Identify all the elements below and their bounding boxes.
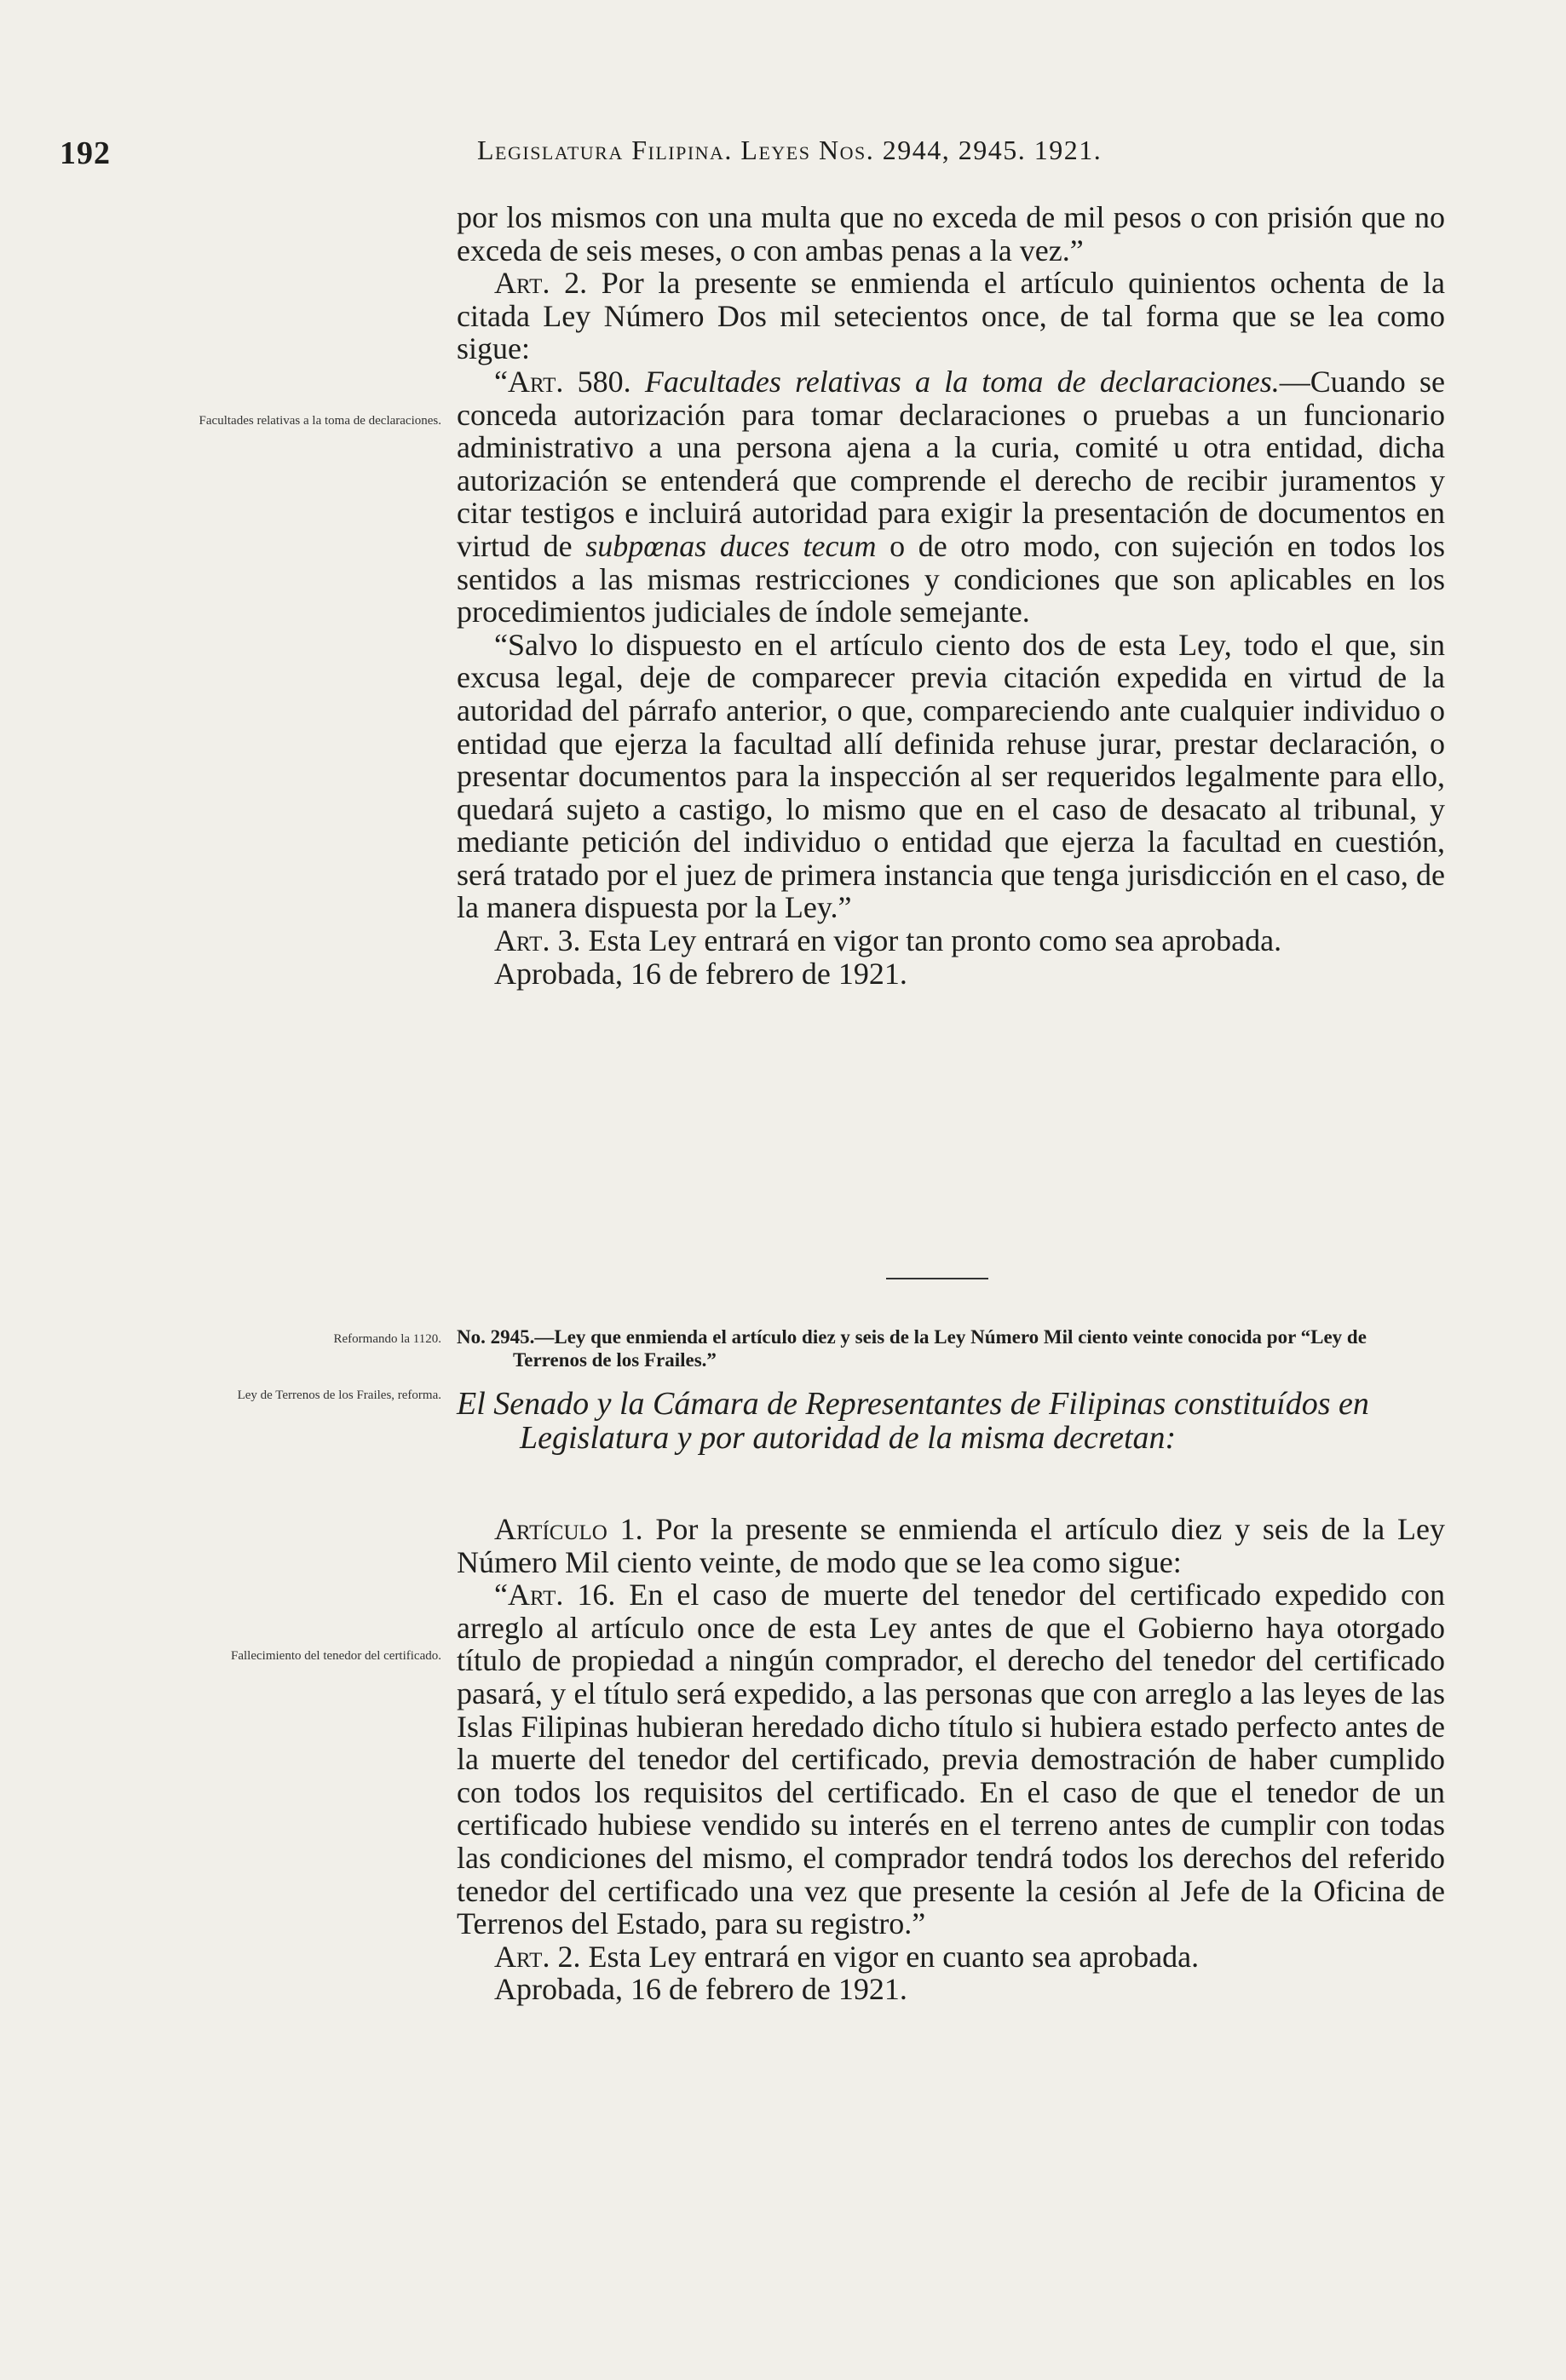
- section-ley-2945: [457, 1513, 1445, 2006]
- continuation-paragraph: por los mismos con una multa que no exceda de mil pesos o con prisión que no exceda de seis meses, o con ambas penas a la vez.”: [457, 200, 1445, 267]
- article-1-label: Artículo 1.: [494, 1512, 643, 1546]
- article-16-label: “Art. 16.: [494, 1578, 616, 1613]
- article-580-latin: subpœnas duces tecum: [585, 528, 877, 563]
- margin-note-fallecimiento: Fallecimiento del tenedor del certificado.: [231, 1649, 441, 1663]
- law-2945-title-text: —Ley que enmienda el artículo diez y seis de la Ley Número Mil ciento veinte conocida por “Ley de Terrenos de los Frailes.”: [513, 1326, 1367, 1371]
- page-number: 192: [60, 135, 111, 171]
- article-3-paragraph: [457, 924, 1445, 957]
- article-2-label: Art. 2.: [494, 266, 588, 301]
- enacting-clause: El Senado y la Cámara de Representantes de Filipinas constituídos en Legislatura y por autoridad de la misma decretan:: [457, 1386, 1369, 1456]
- article-580-text-1: —Cuando se conceda autorización para tomar declaraciones o pruebas a un funcionario administrativo a una persona ajena a la curia, comité u otra entidad, dicha autorización se entenderá que comprende el derecho de recibir juramentos y citar testigos e incluirá autoridad para exigir la presentación de documentos en virtud de: [457, 364, 1446, 563]
- article-3-label: Art. 3.: [494, 923, 581, 958]
- article-3-text: Esta Ley entrará en vigor tan pronto como sea aprobada.: [580, 923, 1282, 958]
- law-2945-number: No. 2945.: [457, 1326, 535, 1348]
- salvo-paragraph: “Salvo lo dispuesto en el artículo ciento dos de esta Ley, todo el que, sin excusa legal, deje de comparecer previa citación expedida en virtud de la autoridad del párrafo anterior, o que, compareciendo ante cualquier individuo o entidad que ejerza la facultad allí definida rehuse jurar, prestar declaración, o presentar documentos para la inspección al ser requeridos legalmente para ello, quedará sujeto a castigo, lo mismo que en el caso de desacato al tribunal, y mediante petición del individuo o entidad que ejerza la facultad en cuestión, será tratado por el juez de primera instancia que tenga jurisdicción en el caso, de la manera dispuesta por la Ley.”: [457, 627, 1445, 925]
- section-ley-2944: [457, 201, 1445, 990]
- article-16-text: En el caso de muerte del tenedor del certificado expedido con arreglo al artículo once de esta Ley antes de que el Gobierno haya otorgado título de propiedad a ningún comprador, el derecho del tenedor del certificado pasará, y el título será expedido, a las personas que con arreglo a las leyes de las Islas Filipinas hubieran heredado dicho título si hubiera estado perfecto antes de la muerte del tenedor del certificado, previa demostración de haber cumplido con todos los requisitos del certificado. En el caso de que el tenedor de un certificado hubiese vendido su interés en el terreno antes de cumplir con todas las condiciones del mismo, el comprador tendrá todos los derechos del referido tenedor del certificado una vez que presente la cesión al Jefe de la Oficina de Terrenos del Estado, para su registro.”: [457, 1578, 1446, 1941]
- article-2-paragraph: [457, 267, 1445, 365]
- article-580-text-2: o de otro modo, con sujeción en todos los sentidos a las mismas restricciones y condiciones que son aplicables en los procedimientos judiciales de índole semejante.: [457, 528, 1445, 629]
- article-1-paragraph: [457, 1513, 1445, 1578]
- article-2-text: Por la presente se enmienda el artículo quinientos ochenta de la citada Ley Número Dos mil setecientos once, de tal forma que se lea como sigue:: [457, 266, 1445, 366]
- margin-note-facultades: Facultades relativas a la toma de declaraciones.: [199, 414, 441, 428]
- running-head: Legislatura Filipina. Leyes Nos. 2944, 2945. 1921.: [477, 135, 1103, 165]
- section-divider: [886, 1278, 988, 1279]
- approval-date-2944: Aprobada, 16 de febrero de 1921.: [494, 956, 907, 991]
- article-580-label: “Art. 580.: [494, 364, 631, 399]
- article-2-2945-text: Esta Ley entrará en vigor en cuanto sea aprobada.: [580, 1939, 1200, 1974]
- margin-note-reformando: Reformando la 1120.: [333, 1332, 441, 1346]
- law-2945-title-body: [457, 1325, 1445, 1371]
- article-2-2945-label: Art. 2.: [494, 1939, 581, 1974]
- margin-note-ley-terrenos: Ley de Terrenos de los Frailes, reforma.: [237, 1388, 441, 1402]
- article-16-paragraph: [457, 1578, 1445, 1940]
- approval-date-2945: Aprobada, 16 de febrero de 1921.: [494, 1972, 907, 2007]
- article-580-heading: Facultades relativas a la toma de declaraciones.: [630, 364, 1280, 399]
- article-1-text: Por la presente se enmienda el artículo diez y seis de la Ley Número Mil ciento veinte, de modo que se lea como sigue:: [457, 1512, 1445, 1579]
- article-2-2945-paragraph: [457, 1940, 1445, 1974]
- law-2945-title: [457, 1325, 1445, 1371]
- article-580-paragraph: [457, 365, 1445, 629]
